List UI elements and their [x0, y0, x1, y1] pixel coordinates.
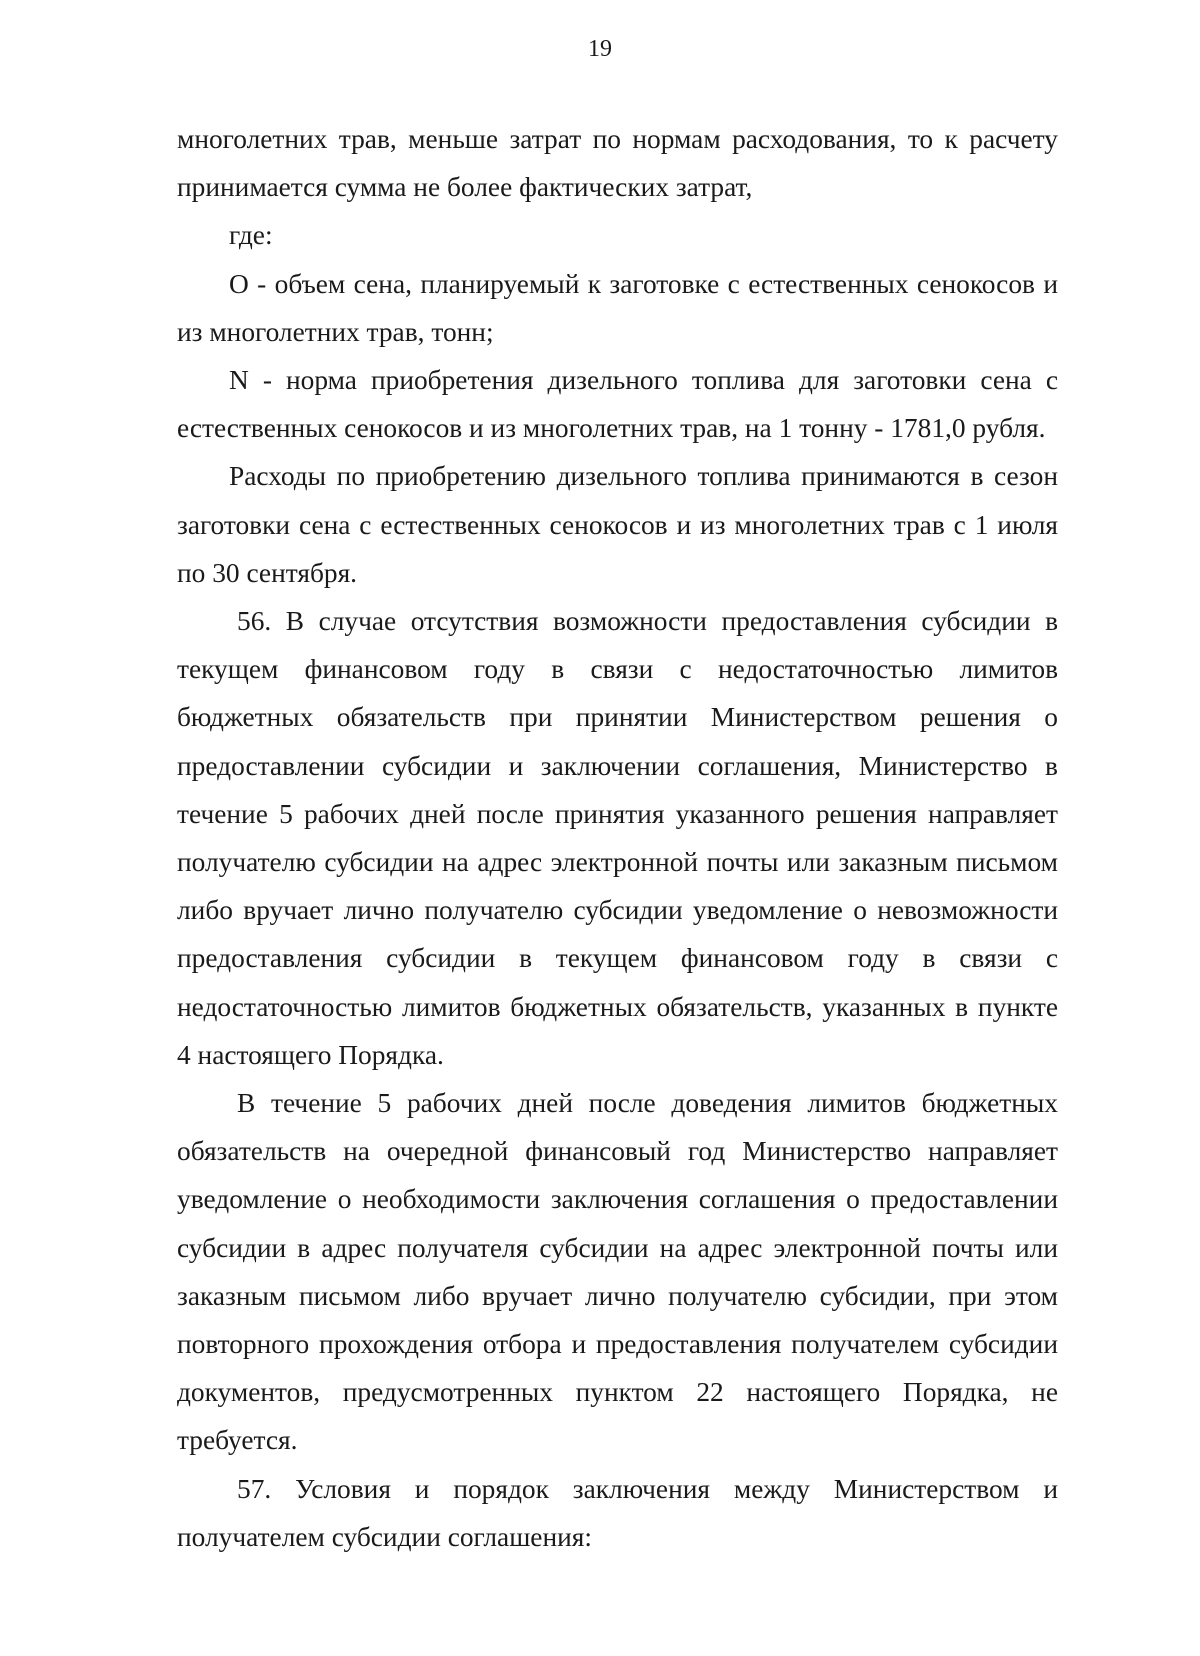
paragraph-where: где: [229, 220, 273, 251]
paragraph-continuation: многолетних трав, меньше затрат по нормам расходования, то к расчету принимается сумма не более фактических затрат, [177, 124, 1058, 203]
paragraph-item-56-notice: В течение 5 рабочих дней после доведения лимитов бюджетных обязательств на очередной финансовый год Министерство направляет уведомление о необходимости заключения соглашения о предоставлении субсидии в адрес получателя субсидии на адрес электронной почты или заказным письмом либо вручает лично получателю субсидии, при этом повторного прохождения отбора и предоставления получателем субсидии документов, предусмотренных пунктом 22 настоящего Порядка, не требуется. [177, 1088, 1058, 1456]
paragraph-item-56: 56. В случае отсутствия возможности предоставления субсидии в текущем финансовом году в связи с недостаточностью лимитов бюджетных обязательств при принятии Министерством решения о предоставлении субсидии и заключении соглашения, Министерство в течение 5 рабочих дней после принятия указанного решения направляет получателю субсидии на адрес электронной почты или заказным письмом либо вручает лично получателю субсидии уведомление о невозможности предоставления субсидии в текущем финансовом году в связи с недостаточностью лимитов бюджетных обязательств, указанных в пункте 4 настоящего Порядка. [177, 606, 1058, 1070]
page-number: 19 [588, 36, 612, 62]
paragraph-item-57: 57. Условия и порядок заключения между Министерством и получателем субсидии соглашения: [177, 1473, 1058, 1552]
paragraph-expenses: Расходы по приобретению дизельного топлива принимаются в сезон заготовки сена с естественных сенокосов и из многолетних трав с 1 июля по 30 сентября. [177, 461, 1058, 588]
document-body [177, 115, 1058, 1561]
paragraph-definition-o: О - объем сена, планируемый к заготовке с естественных сенокосов и из многолетних трав, тонн; [177, 268, 1058, 347]
paragraph-definition-n: N - норма приобретения дизельного топлива для заготовки сена с естественных сенокосов и из многолетних трав, на 1 тонну - 1781,0 рубля. [177, 365, 1058, 444]
